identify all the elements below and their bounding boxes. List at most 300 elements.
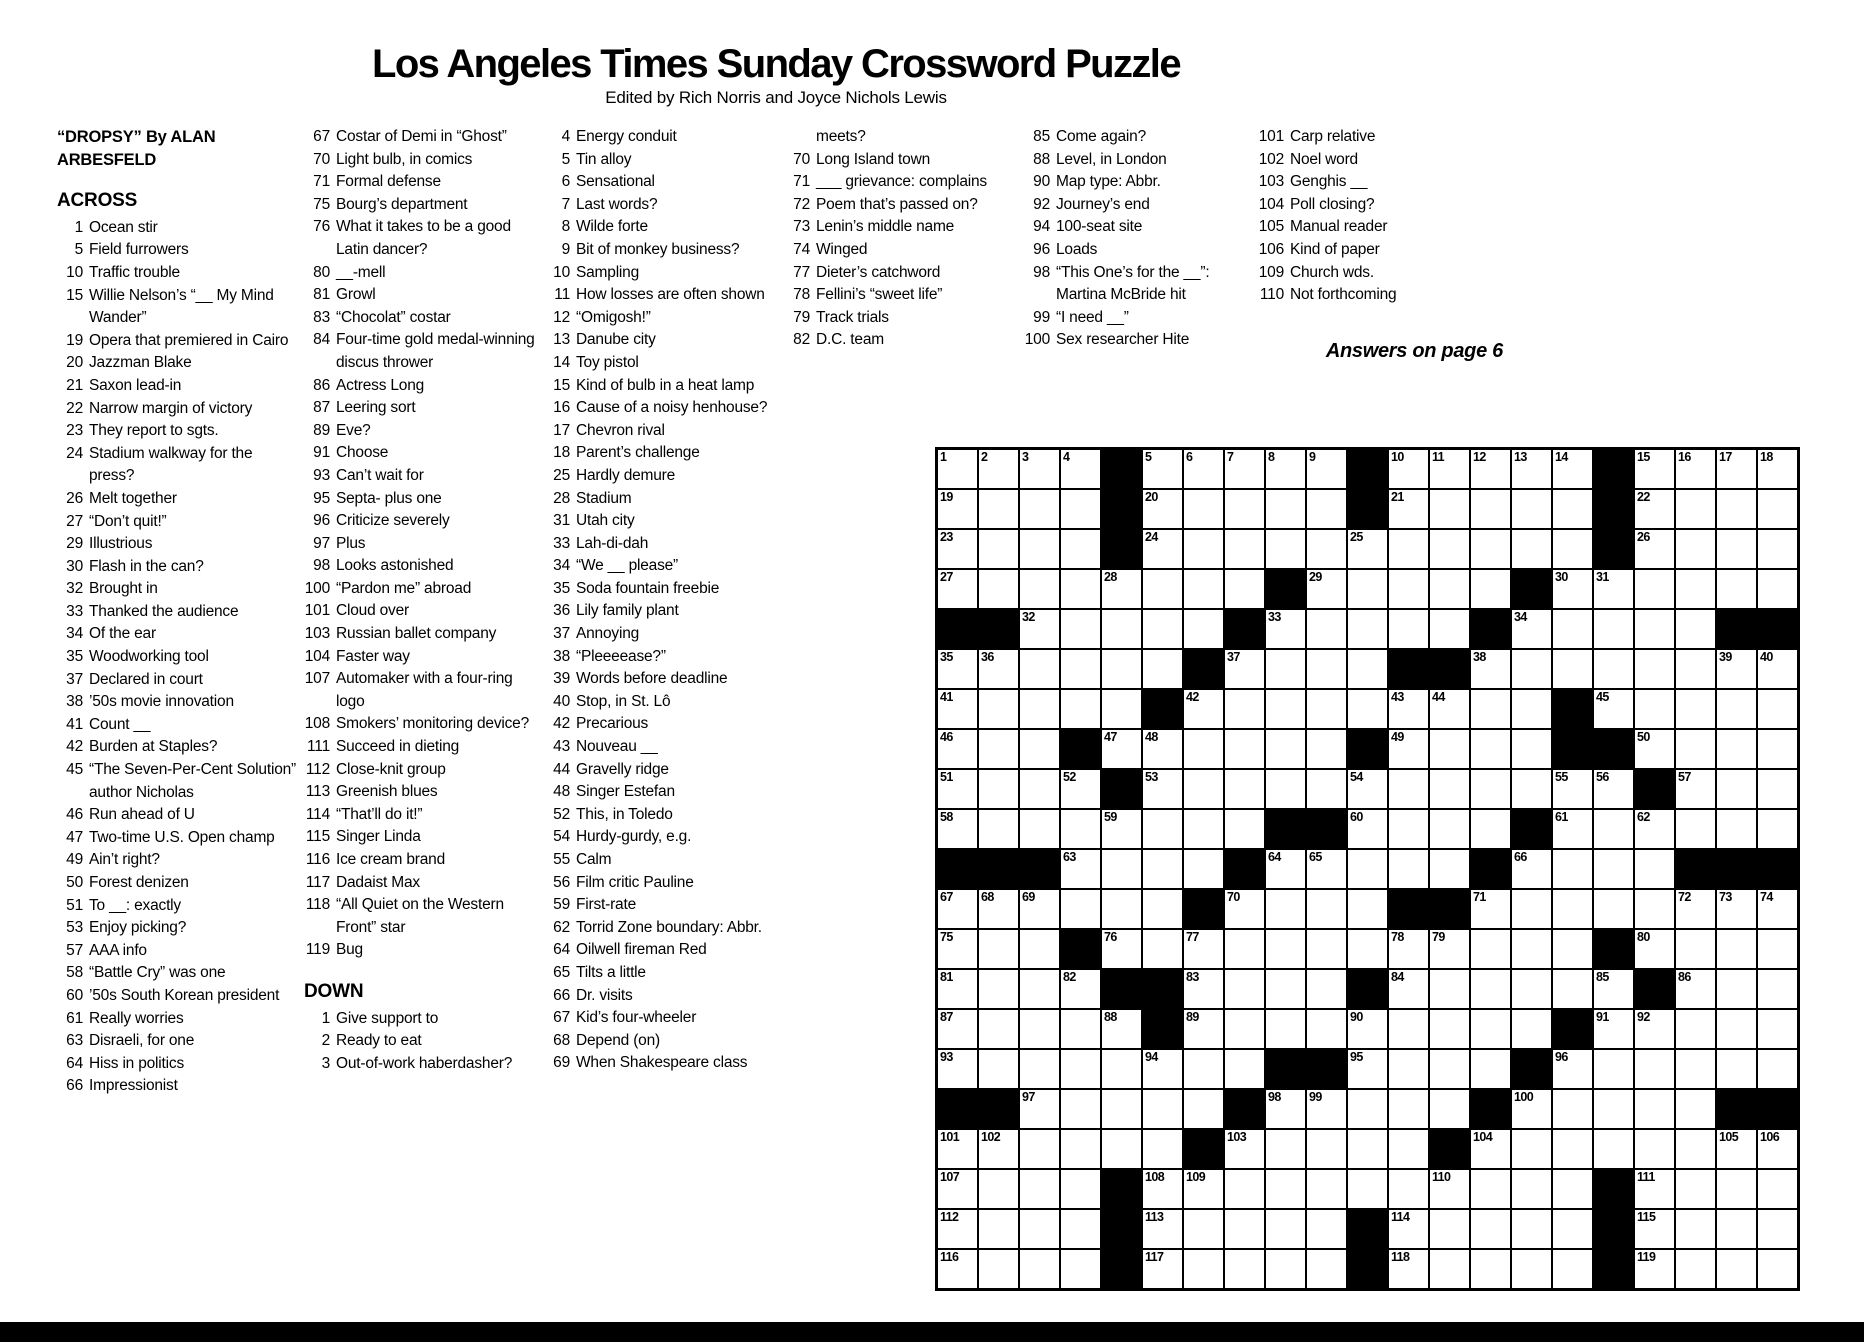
- grid-cell[interactable]: [979, 970, 1018, 1008]
- grid-cell[interactable]: [1389, 570, 1428, 608]
- grid-cell[interactable]: [1717, 1250, 1756, 1288]
- grid-cell[interactable]: [1061, 650, 1100, 688]
- grid-cell[interactable]: [1184, 530, 1223, 568]
- grid-cell[interactable]: [1635, 850, 1674, 888]
- grid-cell[interactable]: [1225, 770, 1264, 808]
- grid-cell[interactable]: [1471, 570, 1510, 608]
- grid-cell[interactable]: [1266, 730, 1305, 768]
- grid-cell[interactable]: [1635, 1170, 1674, 1208]
- grid-cell[interactable]: [1143, 930, 1182, 968]
- grid-cell[interactable]: [1471, 770, 1510, 808]
- grid-cell[interactable]: [1061, 450, 1100, 488]
- grid-cell[interactable]: [1020, 1130, 1059, 1168]
- grid-cell[interactable]: [1512, 1090, 1551, 1128]
- grid-cell[interactable]: [1266, 1250, 1305, 1288]
- grid-cell[interactable]: [1143, 770, 1182, 808]
- grid-cell[interactable]: [1184, 1170, 1223, 1208]
- grid-cell[interactable]: [1635, 650, 1674, 688]
- grid-cell[interactable]: [1676, 450, 1715, 488]
- grid-cell[interactable]: [1758, 890, 1797, 928]
- grid-cell[interactable]: [1389, 730, 1428, 768]
- grid-cell[interactable]: [1266, 1090, 1305, 1128]
- grid-cell[interactable]: [1389, 1170, 1428, 1208]
- grid-cell[interactable]: [1676, 770, 1715, 808]
- grid-cell[interactable]: [1225, 450, 1264, 488]
- grid-cell[interactable]: [1430, 930, 1469, 968]
- grid-cell[interactable]: [1676, 730, 1715, 768]
- grid-cell[interactable]: [1061, 850, 1100, 888]
- grid-cell[interactable]: [1184, 1010, 1223, 1048]
- grid-cell[interactable]: [938, 810, 977, 848]
- grid-cell[interactable]: [1471, 1130, 1510, 1168]
- grid-cell[interactable]: [979, 810, 1018, 848]
- grid-cell[interactable]: [1594, 690, 1633, 728]
- grid-cell[interactable]: [1512, 930, 1551, 968]
- grid-cell[interactable]: [979, 650, 1018, 688]
- grid-cell[interactable]: [1102, 930, 1141, 968]
- grid-cell[interactable]: [1676, 650, 1715, 688]
- grid-cell[interactable]: [1143, 1130, 1182, 1168]
- grid-cell[interactable]: [938, 530, 977, 568]
- grid-cell[interactable]: [1102, 1010, 1141, 1048]
- grid-cell[interactable]: [1512, 1250, 1551, 1288]
- grid-cell[interactable]: [1758, 810, 1797, 848]
- grid-cell[interactable]: [1758, 1010, 1797, 1048]
- grid-cell[interactable]: [1266, 450, 1305, 488]
- grid-cell[interactable]: [1348, 810, 1387, 848]
- grid-cell[interactable]: [1635, 1010, 1674, 1048]
- grid-cell[interactable]: [1717, 1170, 1756, 1208]
- grid-cell[interactable]: [1430, 1250, 1469, 1288]
- grid-cell[interactable]: [979, 1010, 1018, 1048]
- grid-cell[interactable]: [1717, 450, 1756, 488]
- grid-cell[interactable]: [1594, 650, 1633, 688]
- grid-cell[interactable]: [1102, 1130, 1141, 1168]
- grid-cell[interactable]: [1717, 730, 1756, 768]
- grid-cell[interactable]: [1553, 1210, 1592, 1248]
- grid-cell[interactable]: [1143, 890, 1182, 928]
- grid-cell[interactable]: [1389, 770, 1428, 808]
- grid-cell[interactable]: [1553, 570, 1592, 608]
- grid-cell[interactable]: [1184, 1250, 1223, 1288]
- grid-cell[interactable]: [1307, 450, 1346, 488]
- grid-cell[interactable]: [1430, 970, 1469, 1008]
- grid-cell[interactable]: [1512, 490, 1551, 528]
- grid-cell[interactable]: [979, 930, 1018, 968]
- grid-cell[interactable]: [938, 450, 977, 488]
- grid-cell[interactable]: [1553, 1250, 1592, 1288]
- grid-cell[interactable]: [1512, 610, 1551, 648]
- grid-cell[interactable]: [1676, 530, 1715, 568]
- grid-cell[interactable]: [1553, 1090, 1592, 1128]
- grid-cell[interactable]: [1758, 1210, 1797, 1248]
- grid-cell[interactable]: [1389, 970, 1428, 1008]
- grid-cell[interactable]: [1389, 490, 1428, 528]
- grid-cell[interactable]: [1061, 530, 1100, 568]
- grid-cell[interactable]: [1266, 970, 1305, 1008]
- grid-cell[interactable]: [1389, 930, 1428, 968]
- grid-cell[interactable]: [1020, 530, 1059, 568]
- grid-cell[interactable]: [1676, 490, 1715, 528]
- grid-cell[interactable]: [1184, 610, 1223, 648]
- grid-cell[interactable]: [1471, 490, 1510, 528]
- grid-cell[interactable]: [1594, 1130, 1633, 1168]
- grid-cell[interactable]: [1061, 1250, 1100, 1288]
- grid-cell[interactable]: [1184, 850, 1223, 888]
- grid-cell[interactable]: [938, 1210, 977, 1248]
- grid-cell[interactable]: [1020, 810, 1059, 848]
- grid-cell[interactable]: [1389, 530, 1428, 568]
- grid-cell[interactable]: [979, 1250, 1018, 1288]
- grid-cell[interactable]: [1512, 1210, 1551, 1248]
- grid-cell[interactable]: [938, 1050, 977, 1088]
- grid-cell[interactable]: [1635, 490, 1674, 528]
- grid-cell[interactable]: [1225, 530, 1264, 568]
- grid-cell[interactable]: [1143, 450, 1182, 488]
- grid-cell[interactable]: [1102, 690, 1141, 728]
- grid-cell[interactable]: [1102, 650, 1141, 688]
- grid-cell[interactable]: [1225, 490, 1264, 528]
- grid-cell[interactable]: [1430, 770, 1469, 808]
- grid-cell[interactable]: [1020, 690, 1059, 728]
- grid-cell[interactable]: [1471, 1210, 1510, 1248]
- grid-cell[interactable]: [1266, 490, 1305, 528]
- grid-cell[interactable]: [1307, 1250, 1346, 1288]
- grid-cell[interactable]: [1143, 850, 1182, 888]
- grid-cell[interactable]: [1635, 730, 1674, 768]
- grid-cell[interactable]: [1102, 1050, 1141, 1088]
- grid-cell[interactable]: [1594, 570, 1633, 608]
- grid-cell[interactable]: [1758, 1050, 1797, 1088]
- grid-cell[interactable]: [1266, 850, 1305, 888]
- grid-cell[interactable]: [1348, 770, 1387, 808]
- grid-cell[interactable]: [1635, 1130, 1674, 1168]
- grid-cell[interactable]: [1266, 1170, 1305, 1208]
- grid-cell[interactable]: [1061, 1170, 1100, 1208]
- grid-cell[interactable]: [1266, 610, 1305, 648]
- grid-cell[interactable]: [1471, 1250, 1510, 1288]
- grid-cell[interactable]: [1635, 570, 1674, 608]
- grid-cell[interactable]: [1225, 650, 1264, 688]
- grid-cell[interactable]: [1430, 1170, 1469, 1208]
- grid-cell[interactable]: [1389, 1090, 1428, 1128]
- grid-cell[interactable]: [1184, 730, 1223, 768]
- grid-cell[interactable]: [1430, 610, 1469, 648]
- grid-cell[interactable]: [1512, 890, 1551, 928]
- grid-cell[interactable]: [1061, 1010, 1100, 1048]
- grid-cell[interactable]: [1389, 610, 1428, 648]
- grid-cell[interactable]: [1307, 890, 1346, 928]
- grid-cell[interactable]: [1471, 450, 1510, 488]
- grid-cell[interactable]: [1676, 1090, 1715, 1128]
- grid-cell[interactable]: [1758, 450, 1797, 488]
- grid-cell[interactable]: [1758, 1170, 1797, 1208]
- grid-cell[interactable]: [1307, 530, 1346, 568]
- grid-cell[interactable]: [1061, 810, 1100, 848]
- grid-cell[interactable]: [1635, 610, 1674, 648]
- grid-cell[interactable]: [1266, 890, 1305, 928]
- grid-cell[interactable]: [1348, 1050, 1387, 1088]
- grid-cell[interactable]: [1307, 1010, 1346, 1048]
- grid-cell[interactable]: [1676, 1050, 1715, 1088]
- grid-cell[interactable]: [1553, 1170, 1592, 1208]
- grid-cell[interactable]: [1307, 770, 1346, 808]
- grid-cell[interactable]: [1471, 1010, 1510, 1048]
- grid-cell[interactable]: [938, 490, 977, 528]
- grid-cell[interactable]: [1102, 730, 1141, 768]
- grid-cell[interactable]: [1676, 610, 1715, 648]
- grid-cell[interactable]: [1389, 690, 1428, 728]
- grid-cell[interactable]: [1471, 690, 1510, 728]
- grid-cell[interactable]: [1471, 930, 1510, 968]
- grid-cell[interactable]: [1512, 970, 1551, 1008]
- grid-cell[interactable]: [1348, 570, 1387, 608]
- grid-cell[interactable]: [1717, 890, 1756, 928]
- grid-cell[interactable]: [1061, 890, 1100, 928]
- grid-cell[interactable]: [1676, 570, 1715, 608]
- grid-cell[interactable]: [1471, 650, 1510, 688]
- grid-cell[interactable]: [1635, 930, 1674, 968]
- grid-cell[interactable]: [1717, 530, 1756, 568]
- grid-cell[interactable]: [979, 770, 1018, 808]
- grid-cell[interactable]: [1225, 1130, 1264, 1168]
- grid-cell[interactable]: [1553, 490, 1592, 528]
- grid-cell[interactable]: [979, 1050, 1018, 1088]
- grid-cell[interactable]: [1594, 610, 1633, 648]
- grid-cell[interactable]: [938, 650, 977, 688]
- grid-cell[interactable]: [1717, 1050, 1756, 1088]
- grid-cell[interactable]: [1061, 1130, 1100, 1168]
- grid-cell[interactable]: [1594, 810, 1633, 848]
- grid-cell[interactable]: [1717, 1010, 1756, 1048]
- grid-cell[interactable]: [1430, 690, 1469, 728]
- grid-cell[interactable]: [1389, 1250, 1428, 1288]
- grid-cell[interactable]: [979, 570, 1018, 608]
- grid-cell[interactable]: [1594, 970, 1633, 1008]
- grid-cell[interactable]: [1225, 810, 1264, 848]
- grid-cell[interactable]: [1184, 450, 1223, 488]
- grid-cell[interactable]: [1389, 1210, 1428, 1248]
- grid-cell[interactable]: [1594, 1010, 1633, 1048]
- grid-cell[interactable]: [979, 730, 1018, 768]
- grid-cell[interactable]: [1389, 810, 1428, 848]
- grid-cell[interactable]: [938, 1010, 977, 1048]
- grid-cell[interactable]: [1061, 610, 1100, 648]
- grid-cell[interactable]: [938, 570, 977, 608]
- grid-cell[interactable]: [1758, 490, 1797, 528]
- grid-cell[interactable]: [938, 1130, 977, 1168]
- grid-cell[interactable]: [1020, 730, 1059, 768]
- grid-cell[interactable]: [1225, 1050, 1264, 1088]
- grid-cell[interactable]: [1512, 1130, 1551, 1168]
- grid-cell[interactable]: [1553, 810, 1592, 848]
- grid-cell[interactable]: [1430, 530, 1469, 568]
- grid-cell[interactable]: [1717, 810, 1756, 848]
- grid-cell[interactable]: [1020, 1050, 1059, 1088]
- grid-cell[interactable]: [1348, 650, 1387, 688]
- grid-cell[interactable]: [938, 930, 977, 968]
- grid-cell[interactable]: [1389, 450, 1428, 488]
- grid-cell[interactable]: [1553, 530, 1592, 568]
- grid-cell[interactable]: [1184, 490, 1223, 528]
- grid-cell[interactable]: [1553, 850, 1592, 888]
- grid-cell[interactable]: [1512, 1170, 1551, 1208]
- grid-cell[interactable]: [938, 890, 977, 928]
- grid-cell[interactable]: [1676, 1250, 1715, 1288]
- grid-cell[interactable]: [1717, 1210, 1756, 1248]
- grid-cell[interactable]: [1348, 690, 1387, 728]
- grid-cell[interactable]: [1102, 1090, 1141, 1128]
- grid-cell[interactable]: [1184, 690, 1223, 728]
- grid-cell[interactable]: [1061, 1050, 1100, 1088]
- grid-cell[interactable]: [1061, 770, 1100, 808]
- grid-cell[interactable]: [1430, 1210, 1469, 1248]
- grid-cell[interactable]: [979, 890, 1018, 928]
- grid-cell[interactable]: [1143, 490, 1182, 528]
- grid-cell[interactable]: [1020, 1090, 1059, 1128]
- grid-cell[interactable]: [1635, 690, 1674, 728]
- grid-cell[interactable]: [1307, 1210, 1346, 1248]
- grid-cell[interactable]: [1266, 530, 1305, 568]
- grid-cell[interactable]: [1307, 970, 1346, 1008]
- grid-cell[interactable]: [1102, 890, 1141, 928]
- grid-cell[interactable]: [1102, 570, 1141, 608]
- grid-cell[interactable]: [1184, 1050, 1223, 1088]
- grid-cell[interactable]: [1512, 770, 1551, 808]
- grid-cell[interactable]: [1307, 690, 1346, 728]
- grid-cell[interactable]: [1553, 890, 1592, 928]
- grid-cell[interactable]: [1430, 450, 1469, 488]
- grid-cell[interactable]: [1389, 850, 1428, 888]
- grid-cell[interactable]: [1758, 770, 1797, 808]
- grid-cell[interactable]: [1512, 450, 1551, 488]
- grid-cell[interactable]: [1717, 770, 1756, 808]
- grid-cell[interactable]: [1758, 530, 1797, 568]
- grid-cell[interactable]: [1020, 610, 1059, 648]
- grid-cell[interactable]: [1348, 1130, 1387, 1168]
- grid-cell[interactable]: [1020, 1210, 1059, 1248]
- grid-cell[interactable]: [1676, 810, 1715, 848]
- grid-cell[interactable]: [1758, 730, 1797, 768]
- grid-cell[interactable]: [1266, 1010, 1305, 1048]
- grid-cell[interactable]: [1266, 770, 1305, 808]
- grid-cell[interactable]: [1348, 930, 1387, 968]
- grid-cell[interactable]: [1225, 730, 1264, 768]
- grid-cell[interactable]: [979, 490, 1018, 528]
- grid-cell[interactable]: [1184, 570, 1223, 608]
- grid-cell[interactable]: [1553, 930, 1592, 968]
- grid-cell[interactable]: [1676, 1210, 1715, 1248]
- grid-cell[interactable]: [1020, 570, 1059, 608]
- grid-cell[interactable]: [1143, 810, 1182, 848]
- grid-cell[interactable]: [1020, 650, 1059, 688]
- grid-cell[interactable]: [1758, 930, 1797, 968]
- grid-cell[interactable]: [1635, 890, 1674, 928]
- grid-cell[interactable]: [1430, 810, 1469, 848]
- grid-cell[interactable]: [1307, 850, 1346, 888]
- grid-cell[interactable]: [1430, 1090, 1469, 1128]
- grid-cell[interactable]: [1594, 1050, 1633, 1088]
- grid-cell[interactable]: [1512, 730, 1551, 768]
- grid-cell[interactable]: [1143, 530, 1182, 568]
- grid-cell[interactable]: [979, 1130, 1018, 1168]
- grid-cell[interactable]: [1758, 1130, 1797, 1168]
- grid-cell[interactable]: [1512, 530, 1551, 568]
- grid-cell[interactable]: [1553, 650, 1592, 688]
- grid-cell[interactable]: [1758, 650, 1797, 688]
- grid-cell[interactable]: [1471, 970, 1510, 1008]
- grid-cell[interactable]: [1348, 610, 1387, 648]
- grid-cell[interactable]: [979, 690, 1018, 728]
- grid-cell[interactable]: [1061, 1210, 1100, 1248]
- grid-cell[interactable]: [1143, 1250, 1182, 1288]
- grid-cell[interactable]: [1307, 1170, 1346, 1208]
- grid-cell[interactable]: [938, 1170, 977, 1208]
- grid-cell[interactable]: [1143, 610, 1182, 648]
- grid-cell[interactable]: [1143, 730, 1182, 768]
- grid-cell[interactable]: [1676, 890, 1715, 928]
- grid-cell[interactable]: [1553, 1130, 1592, 1168]
- grid-cell[interactable]: [1389, 1130, 1428, 1168]
- grid-cell[interactable]: [1717, 690, 1756, 728]
- grid-cell[interactable]: [1758, 1250, 1797, 1288]
- grid-cell[interactable]: [1266, 650, 1305, 688]
- grid-cell[interactable]: [1553, 970, 1592, 1008]
- grid-cell[interactable]: [1594, 850, 1633, 888]
- grid-cell[interactable]: [1717, 650, 1756, 688]
- grid-cell[interactable]: [1430, 1050, 1469, 1088]
- grid-cell[interactable]: [1430, 730, 1469, 768]
- grid-cell[interactable]: [1020, 970, 1059, 1008]
- grid-cell[interactable]: [1266, 690, 1305, 728]
- grid-cell[interactable]: [1430, 850, 1469, 888]
- grid-cell[interactable]: [1225, 930, 1264, 968]
- grid-cell[interactable]: [938, 690, 977, 728]
- grid-cell[interactable]: [1020, 450, 1059, 488]
- grid-cell[interactable]: [1307, 1130, 1346, 1168]
- grid-cell[interactable]: [1225, 890, 1264, 928]
- grid-cell[interactable]: [1307, 930, 1346, 968]
- grid-cell[interactable]: [1758, 970, 1797, 1008]
- grid-cell[interactable]: [1717, 570, 1756, 608]
- grid-cell[interactable]: [1635, 530, 1674, 568]
- grid-cell[interactable]: [1184, 1210, 1223, 1248]
- grid-cell[interactable]: [938, 1250, 977, 1288]
- grid-cell[interactable]: [1020, 930, 1059, 968]
- grid-cell[interactable]: [1430, 1010, 1469, 1048]
- grid-cell[interactable]: [938, 730, 977, 768]
- grid-cell[interactable]: [1020, 1010, 1059, 1048]
- grid-cell[interactable]: [1717, 970, 1756, 1008]
- grid-cell[interactable]: [1348, 890, 1387, 928]
- grid-cell[interactable]: [1266, 1210, 1305, 1248]
- grid-cell[interactable]: [1143, 1170, 1182, 1208]
- grid-cell[interactable]: [1676, 930, 1715, 968]
- grid-cell[interactable]: [1635, 1050, 1674, 1088]
- grid-cell[interactable]: [1143, 570, 1182, 608]
- grid-cell[interactable]: [1635, 450, 1674, 488]
- grid-cell[interactable]: [1676, 690, 1715, 728]
- grid-cell[interactable]: [979, 1210, 1018, 1248]
- grid-cell[interactable]: [1758, 690, 1797, 728]
- grid-cell[interactable]: [1061, 490, 1100, 528]
- grid-cell[interactable]: [1102, 610, 1141, 648]
- grid-cell[interactable]: [1389, 1010, 1428, 1048]
- grid-cell[interactable]: [1061, 690, 1100, 728]
- grid-cell[interactable]: [1471, 730, 1510, 768]
- grid-cell[interactable]: [1512, 850, 1551, 888]
- grid-cell[interactable]: [1471, 1170, 1510, 1208]
